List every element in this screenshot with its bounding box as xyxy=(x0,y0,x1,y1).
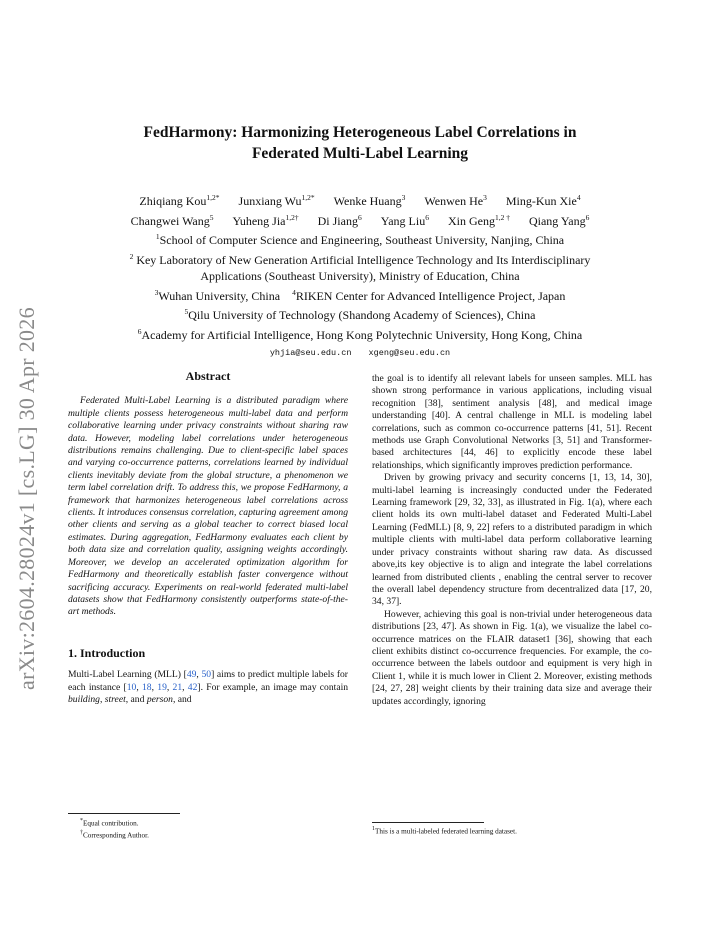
citation-link[interactable]: 21 xyxy=(172,681,183,693)
footnote-1: $^1$This is a multi-labeled federated learning dataset. xyxy=(372,826,517,836)
paper-title xyxy=(60,122,660,164)
right-column xyxy=(372,373,652,708)
abstract-heading: Abstract xyxy=(185,369,231,383)
citation-link[interactable]: 50 xyxy=(201,669,212,681)
citation-link[interactable]: 10 xyxy=(126,681,137,693)
author-row-1 xyxy=(60,190,660,210)
affiliation-2-cont: Applications (Southeast University), Ministry of Education, China xyxy=(200,269,520,283)
affiliation-5: $^5$Qilu University of Technology (Shandong Academy of Sciences), China xyxy=(184,307,536,322)
footnote-corresponding: †Corresponding Author. xyxy=(80,829,149,840)
author-block xyxy=(60,190,660,362)
author-row-2 xyxy=(60,210,660,230)
intro-paragraph: Multi-Label Learning (MLL) [49, 50] aims to predict multiple labels for each instance [10, 18, 19, 21, 42]. For example, an image may contain building, street, and person, and xyxy=(68,669,349,705)
body-paragraph: Driven by growing privacy and security concerns [1, 13, 14, 30], multi-label learning is increasingly conducted under the Federated Learning framework [29, 32, 33], as illustrated in Fig. 1(a), where each client holds its own multi-label dataset and Federated Multi-Label Learning (FedMLL) [8, 9, 22] refers to a distributed paradigm in which multiple clients with multi-label data perform collaborative learning under privacy constraints without sharing raw data. As discussed above,its key objective is to align and integrate the label correlations learned from distributed clients , enabling the central server to recover the overall label dependency structure from decentralized data [17, 20, 34, 37]. xyxy=(372,472,652,608)
citation-link[interactable]: 19 xyxy=(157,681,167,693)
author: Yuheng Jia$^{1,2\dagger}$ xyxy=(232,212,299,228)
email-link[interactable]: xgeng@seu.edu.cn xyxy=(368,348,451,358)
author: Junxiang $Wu^{1,2*}$ xyxy=(238,193,315,208)
citation-link[interactable]: 18 xyxy=(142,681,152,693)
left-column xyxy=(68,370,348,706)
body-paragraph: However, achieving this goal is non-trivial under heterogeneous data distributions [23, 47]. As shown in Fig. 1(a), we visualize the label co-occurrence matrices on the FLAIR dataset1 [36], showing that each client exhibits distinct co-occurrence frequencies. For example, the co-occurrence between the labels outdoor and equipment is very high in Client 1, while it is much lower in Client 2. Moreover, existing methods [24, 27, 28] weight clients by their training data size and average their updates accordingly, ignoring xyxy=(372,608,652,707)
arxiv-stamp: arXiv:2604.28024v1 [cs.LG] 30 Apr 2026 xyxy=(14,307,39,690)
affiliation-3-4: $^3$Wuhan University, China $^4$RIKEN Center for Advanced Intelligence Project, Japan xyxy=(154,287,566,303)
contact-emails xyxy=(60,345,660,362)
author: Ming-Kun Xie$^4$ xyxy=(505,193,581,208)
affiliation-1: $^1$School of Computer Science and Engineering, Southeast University, Nanjing, China xyxy=(155,232,565,247)
footnote-rule xyxy=(68,813,180,814)
author: Di Jiang$^6$ xyxy=(317,212,362,228)
affiliation-2: $^2$ Key Laboratory of New Generation Artificial Intelligence Technology and Its Interdisciplinary xyxy=(129,251,591,267)
affiliation-6: $^6$Academy for Artificial Intelligence, Hong Kong Polytechnic University, Hong Kong, China xyxy=(137,326,583,342)
author: Xin Geng$^{1,2 \dagger}$ xyxy=(447,212,510,228)
email-link[interactable]: yhjia@seu.edu.cn xyxy=(269,348,352,358)
title-line-1: FedHarmony: Harmonizing Heterogeneous Label Correlations in xyxy=(143,124,577,141)
body-paragraph: the goal is to identify all relevant labels for unseen samples. MLL has shown strong performance in various applications, including visual recognition [38], sentiment analysis [48], and medical image understanding [40]. A central challenge in MLL is modeling label correlations, such as common co-occurrence patterns [41, 51]. Recent methods use Graph Convolutional Networks [3, 51] and Transformer-based architectures [44, 46] to explicitly encode these label relationships, which significantly improves prediction performance. xyxy=(372,373,652,471)
author: Zhiqiang Kou$^{1,2*}$ xyxy=(139,193,220,208)
author: Yang Liu$^6$ xyxy=(380,212,429,228)
abstract-text: Federated Multi-Label Learning is a distributed paradigm where multiple clients possess heterogeneous multi-label data and perform collaborative learning under privacy constraints without sharing raw data. However, modeling label correlations under heterogeneous distributions remains challenging. Due to client-specific label spaces and varying co-occurrence patterns, correlations learned by individual clients inevitably deviate from the global structure, a phenomenon we term label correlation drift. To address this, we propose FedHarmony, a framework that harmonizes heterogeneous label correlations across clients. It introduces consensus correlation, capturing agreement among other clients and serving as a global teacher to correct biased local estimates. During aggregation, FedHarmony evaluates each client by both data size and correlation quality, assigning weights accordingly. Moreover, we develop an accelerated optimization algorithm for FedHarmony and theoretically establish faster convergence without sacrificing accuracy. Experiments on real-world federated multi-label datasets show that FedHarmony consistently outperforms state-of-the-art methods. xyxy=(68,395,348,618)
citation-link[interactable]: 42 xyxy=(187,681,198,693)
author: Changwei Wang$^5$ xyxy=(130,212,214,228)
footnotes-left xyxy=(80,817,149,841)
author: Wenke Huang$^3$ xyxy=(333,193,406,208)
title-line-2: Federated Multi-Label Learning xyxy=(251,145,469,162)
author: Qiang Yang$^6$ xyxy=(528,212,590,228)
section-heading-introduction: 1. Introduction xyxy=(68,645,146,660)
citation-link[interactable]: 49 xyxy=(186,669,197,681)
footnote-equal: *Equal contribution. xyxy=(80,818,139,828)
footnote-rule xyxy=(372,822,484,823)
author: Wenwen He$^3$ xyxy=(424,193,487,208)
